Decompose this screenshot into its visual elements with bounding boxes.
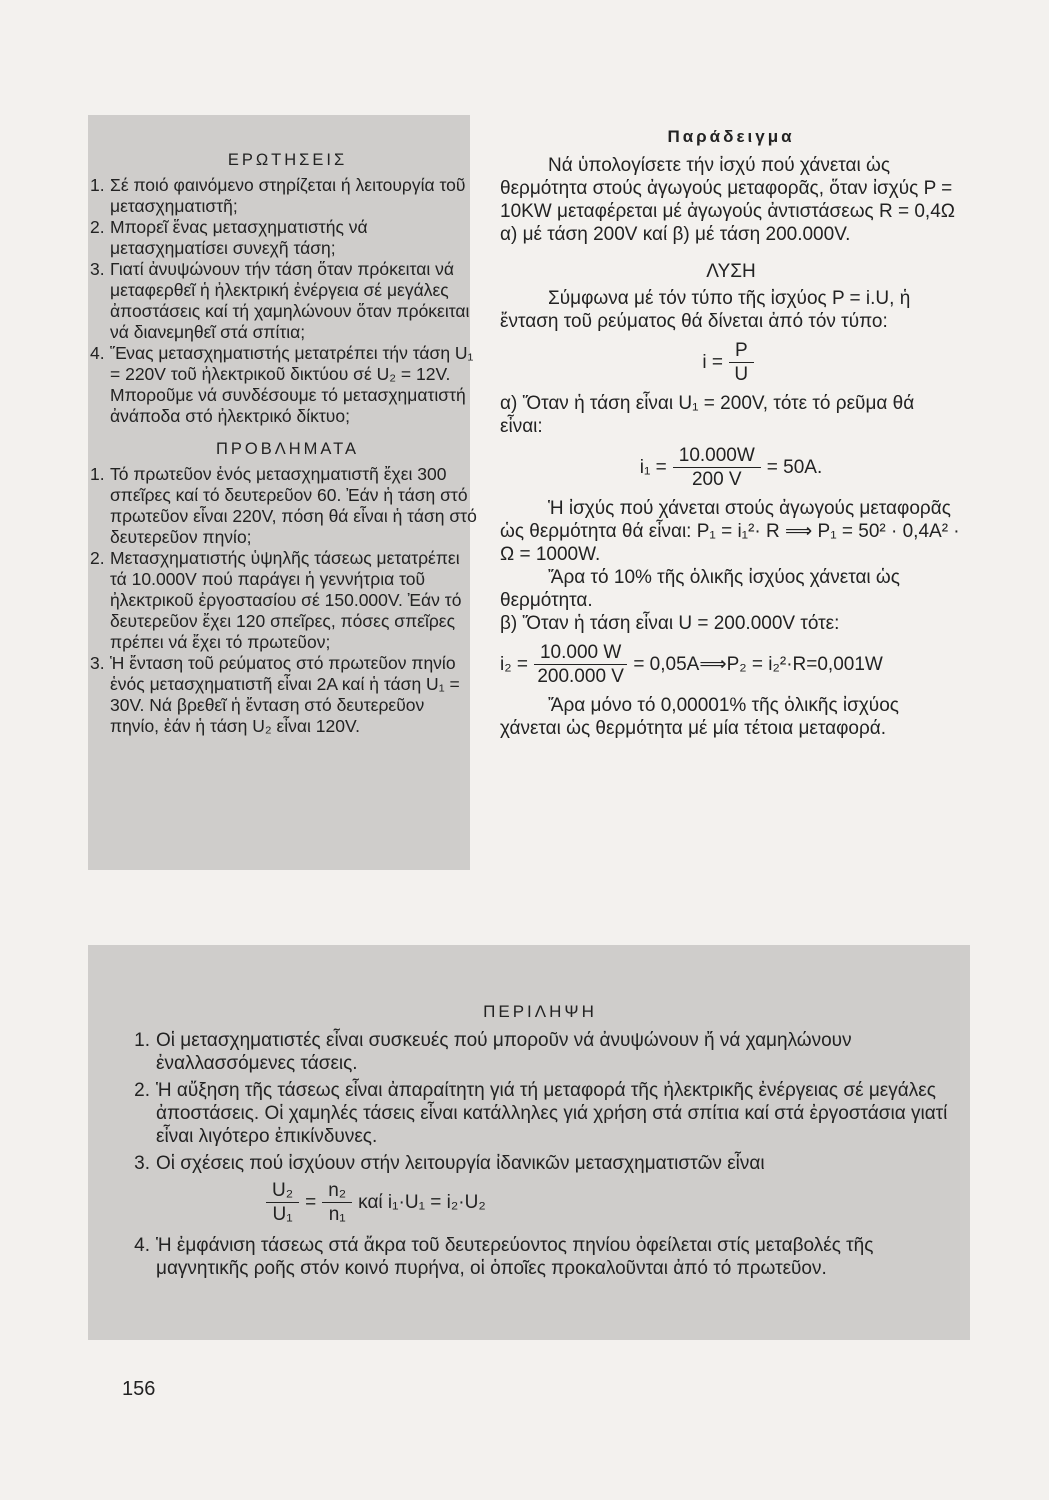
denominator: 200 V — [691, 469, 742, 490]
list-item — [90, 548, 485, 653]
fraction — [534, 641, 627, 688]
item-text: Μετασχηματιστής ὑψηλῆς τάσεως μετατρέπει τά 10.000V πού παράγει ἡ γεννήτρια τοῦ ἠλεκτρικοῦ ἐργοστασίου σέ 150.000V. Ἐάν τό δευτερεῦον ἔχει 120 σπεῖρες, πόσες σπεῖρες πρέπει νά ἔχει τό πρωτεῦον; — [110, 548, 462, 652]
formula-rhs: = 0,05A⟹P₂ = i₂²·R=0,001W — [633, 654, 883, 675]
formula-lhs: i₁ = — [639, 457, 667, 478]
summary-title: ΠΕΡΙΛΗΨΗ — [483, 1002, 597, 1021]
item-number: 3. — [134, 1153, 150, 1174]
loss-a-text: Ἡ ἰσχύς πού χάνεται στούς ἀγωγούς μεταφορᾶς ὡς θερμότητα θά εἶναι: P₁ = i₁²· R ⟹ P₁ = 50² · 0,4A² · Ω = 1000W. — [500, 498, 960, 565]
list-item — [120, 1234, 960, 1280]
item-text: Ἡ ἔνταση τοῦ ρεύματος στό πρωτεῦον πηνίο ἑνός μετασχηματιστῆ εἶναι 2Α καί ἡ τάση U₁ = 30V. Νά βρεθεῖ ἡ ἔνταση στό δευτερεῦον πηνίο, ἐάν ἡ τάση U₂ εἶναι 120V. — [110, 653, 460, 736]
formula-i2 — [500, 641, 962, 688]
case-a-text: α) Ὅταν ἡ τάση εἶναι U₁ = 200V, τότε τό ρεῦμα θά εἶναι: — [500, 393, 915, 437]
item-number: 2. — [90, 548, 105, 568]
item-text: Οἱ μετασχηματιστές εἶναι συσκευές πού μποροῦν νά ἀνυψώνουν ἤ νά χαμηλώνουν ἐναλλασσόμενες τάσεις. — [156, 1030, 852, 1074]
item-number: 4. — [90, 343, 105, 363]
solution-intro: Σύμφωνα μέ τόν τύπο τῆς ἰσχύος P = i.U, ἡ ἔνταση τοῦ ρεύματος θά δίνεται ἀπό τόν τύπο: — [500, 288, 911, 332]
list-item — [120, 1079, 960, 1148]
item-text: Τό πρωτεῦον ἑνός μετασχηματιστῆ ἔχει 300 σπεῖρες καί τό δευτερεῦον 60. Ἐάν ἡ τάση στό πρωτεῦον εἶναι 220V, πόση θά εἶναι ἡ τάση στό δευτερεῦον πηνίο; — [110, 464, 477, 547]
transformer-formula — [260, 1179, 960, 1226]
solution-title: ΛΥΣΗ — [706, 261, 756, 282]
denominator: n₁ — [328, 1204, 346, 1225]
item-text: Γιατί ἀνυψώνουν τήν τάση ὅταν πρόκειται νά μεταφερθεῖ ἡ ἠλεκτρική ἐνέργεια σέ μεγάλες ἀποστάσεις καί τή χαμηλώνουν ὅταν πρόκειται νά διανεμηθεῖ στά σπίτια; — [110, 259, 470, 342]
example-title: Παράδειγμα — [667, 127, 795, 146]
item-text: Ἡ αὔξηση τῆς τάσεως εἶναι ἀπαραίτητη γιά τή μεταφορά τῆς ἠλεκτρικῆς ἐνέργειας σέ μεγάλες ἀποστάσεις. Οἱ χαμηλές τάσεις εἶναι κατάλληλες γιά χρήση στά σπίτια καί στά ἐργοστάσια γιατί εἶναι λιγότερο ἐπικίνδυνες. — [156, 1080, 948, 1147]
formula-lhs: i₂ = — [500, 654, 528, 675]
list-item — [90, 343, 485, 427]
summary-section — [120, 1000, 960, 1284]
problems-title: ΠΡΟΒΛΗΜΑΤΑ — [215, 440, 360, 458]
item-text: Σέ ποιό φαινόμενο στηρίζεται ή λειτουργία τοῦ μετασχηματιστῆ; — [110, 175, 466, 216]
numerator: 10.000 W — [534, 641, 627, 665]
item-number: 3. — [90, 653, 105, 673]
denominator: 200.000 V — [537, 666, 624, 687]
numerator: P — [729, 339, 754, 363]
numerator: n₂ — [322, 1179, 352, 1203]
fraction — [673, 444, 761, 491]
list-item — [90, 653, 485, 737]
item-number: 2. — [134, 1080, 150, 1101]
problems-list — [90, 464, 485, 737]
item-text: Μπορεῖ ἕνας μετασχηματιστής νά μετασχηματίσει συνεχῆ τάση; — [110, 217, 368, 258]
formula-lhs: i = — [702, 352, 723, 373]
percent-a-text: Ἄρα τό 10% τῆς ὁλικῆς ἰσχύος χάνεται ὡς θερμότητα. — [500, 567, 900, 611]
list-item — [90, 259, 485, 343]
list-item — [90, 464, 485, 548]
case-b-text: β) Ὅταν ἡ τάση εἶναι U = 200.000V τότε: — [500, 613, 840, 634]
list-item — [90, 175, 485, 217]
formula-i1 — [500, 444, 962, 491]
list-item — [120, 1152, 960, 1175]
denominator: U₁ — [272, 1204, 293, 1225]
item-text: Ἕνας μετασχηματιστής μετατρέπει τήν τάση U₁ = 220V τοῦ ἠλεκτρικοῦ δικτύου σέ U₂ = 12V. Μποροῦμε νά συνδέσουμε τό μετασχηματιστή ἀνάποδα στό ἠλεκτρικό δίκτυο; — [110, 343, 474, 426]
item-text: Ἡ ἐμφάνιση τάσεως στά ἄκρα τοῦ δευτερεύοντος πηνίου ὀφείλεται στίς μεταβολές τῆς μαγνητικῆς ροῆς στόν κοινό πυρήνα, οἱ ὁποῖες προκαλοῦνται ἀπό τό πρωτεῦον. — [156, 1235, 874, 1279]
denominator: U — [734, 364, 749, 385]
example-statement: Νά ὑπολογίσετε τήν ἰσχύ πού χάνεται ὡς θερμότητα στούς ἀγωγούς μεταφορᾶς, ὅταν ἰσχύς P = 10KW μεταφέρεται μέ ἀγωγούς ἀντιστάσεως R = 0,4Ω α) μέ τάση 200V καί β) μέ τάση 200.000V. — [500, 155, 955, 245]
example-column — [500, 125, 962, 740]
numerator: 10.000W — [673, 444, 761, 468]
item-number: 1. — [90, 175, 105, 195]
item-number: 2. — [90, 217, 105, 237]
conclusion-text: Ἄρα μόνο τό 0,00001% τῆς ὁλικῆς ἰσχύος χάνεται ὡς θερμότητα μέ μία τέτοια μεταφορά. — [500, 695, 899, 739]
questions-list — [90, 175, 485, 427]
fraction — [322, 1179, 352, 1226]
item-number: 1. — [134, 1030, 150, 1051]
fraction — [266, 1179, 299, 1226]
equals-sign: = — [305, 1192, 317, 1213]
questions-problems-column — [90, 150, 485, 749]
item-number: 1. — [90, 464, 105, 484]
page-number: 156 — [122, 1378, 156, 1400]
formula-rhs: = 50A. — [766, 457, 823, 478]
list-item — [120, 1029, 960, 1075]
formula-current — [500, 339, 962, 386]
item-number: 3. — [90, 259, 105, 279]
formula-tail: καί i₁·U₁ = i₂·U₂ — [358, 1192, 486, 1213]
questions-title: ΕΡΩΤΗΣΕΙΣ — [227, 151, 348, 169]
fraction — [729, 339, 754, 386]
numerator: U₂ — [266, 1179, 299, 1203]
item-text: Οἱ σχέσεις πού ἰσχύουν στήν λειτουργία ἰδανικῶν μετασχηματιστῶν εἶναι — [156, 1153, 765, 1174]
item-number: 4. — [134, 1235, 150, 1256]
list-item — [90, 217, 485, 259]
